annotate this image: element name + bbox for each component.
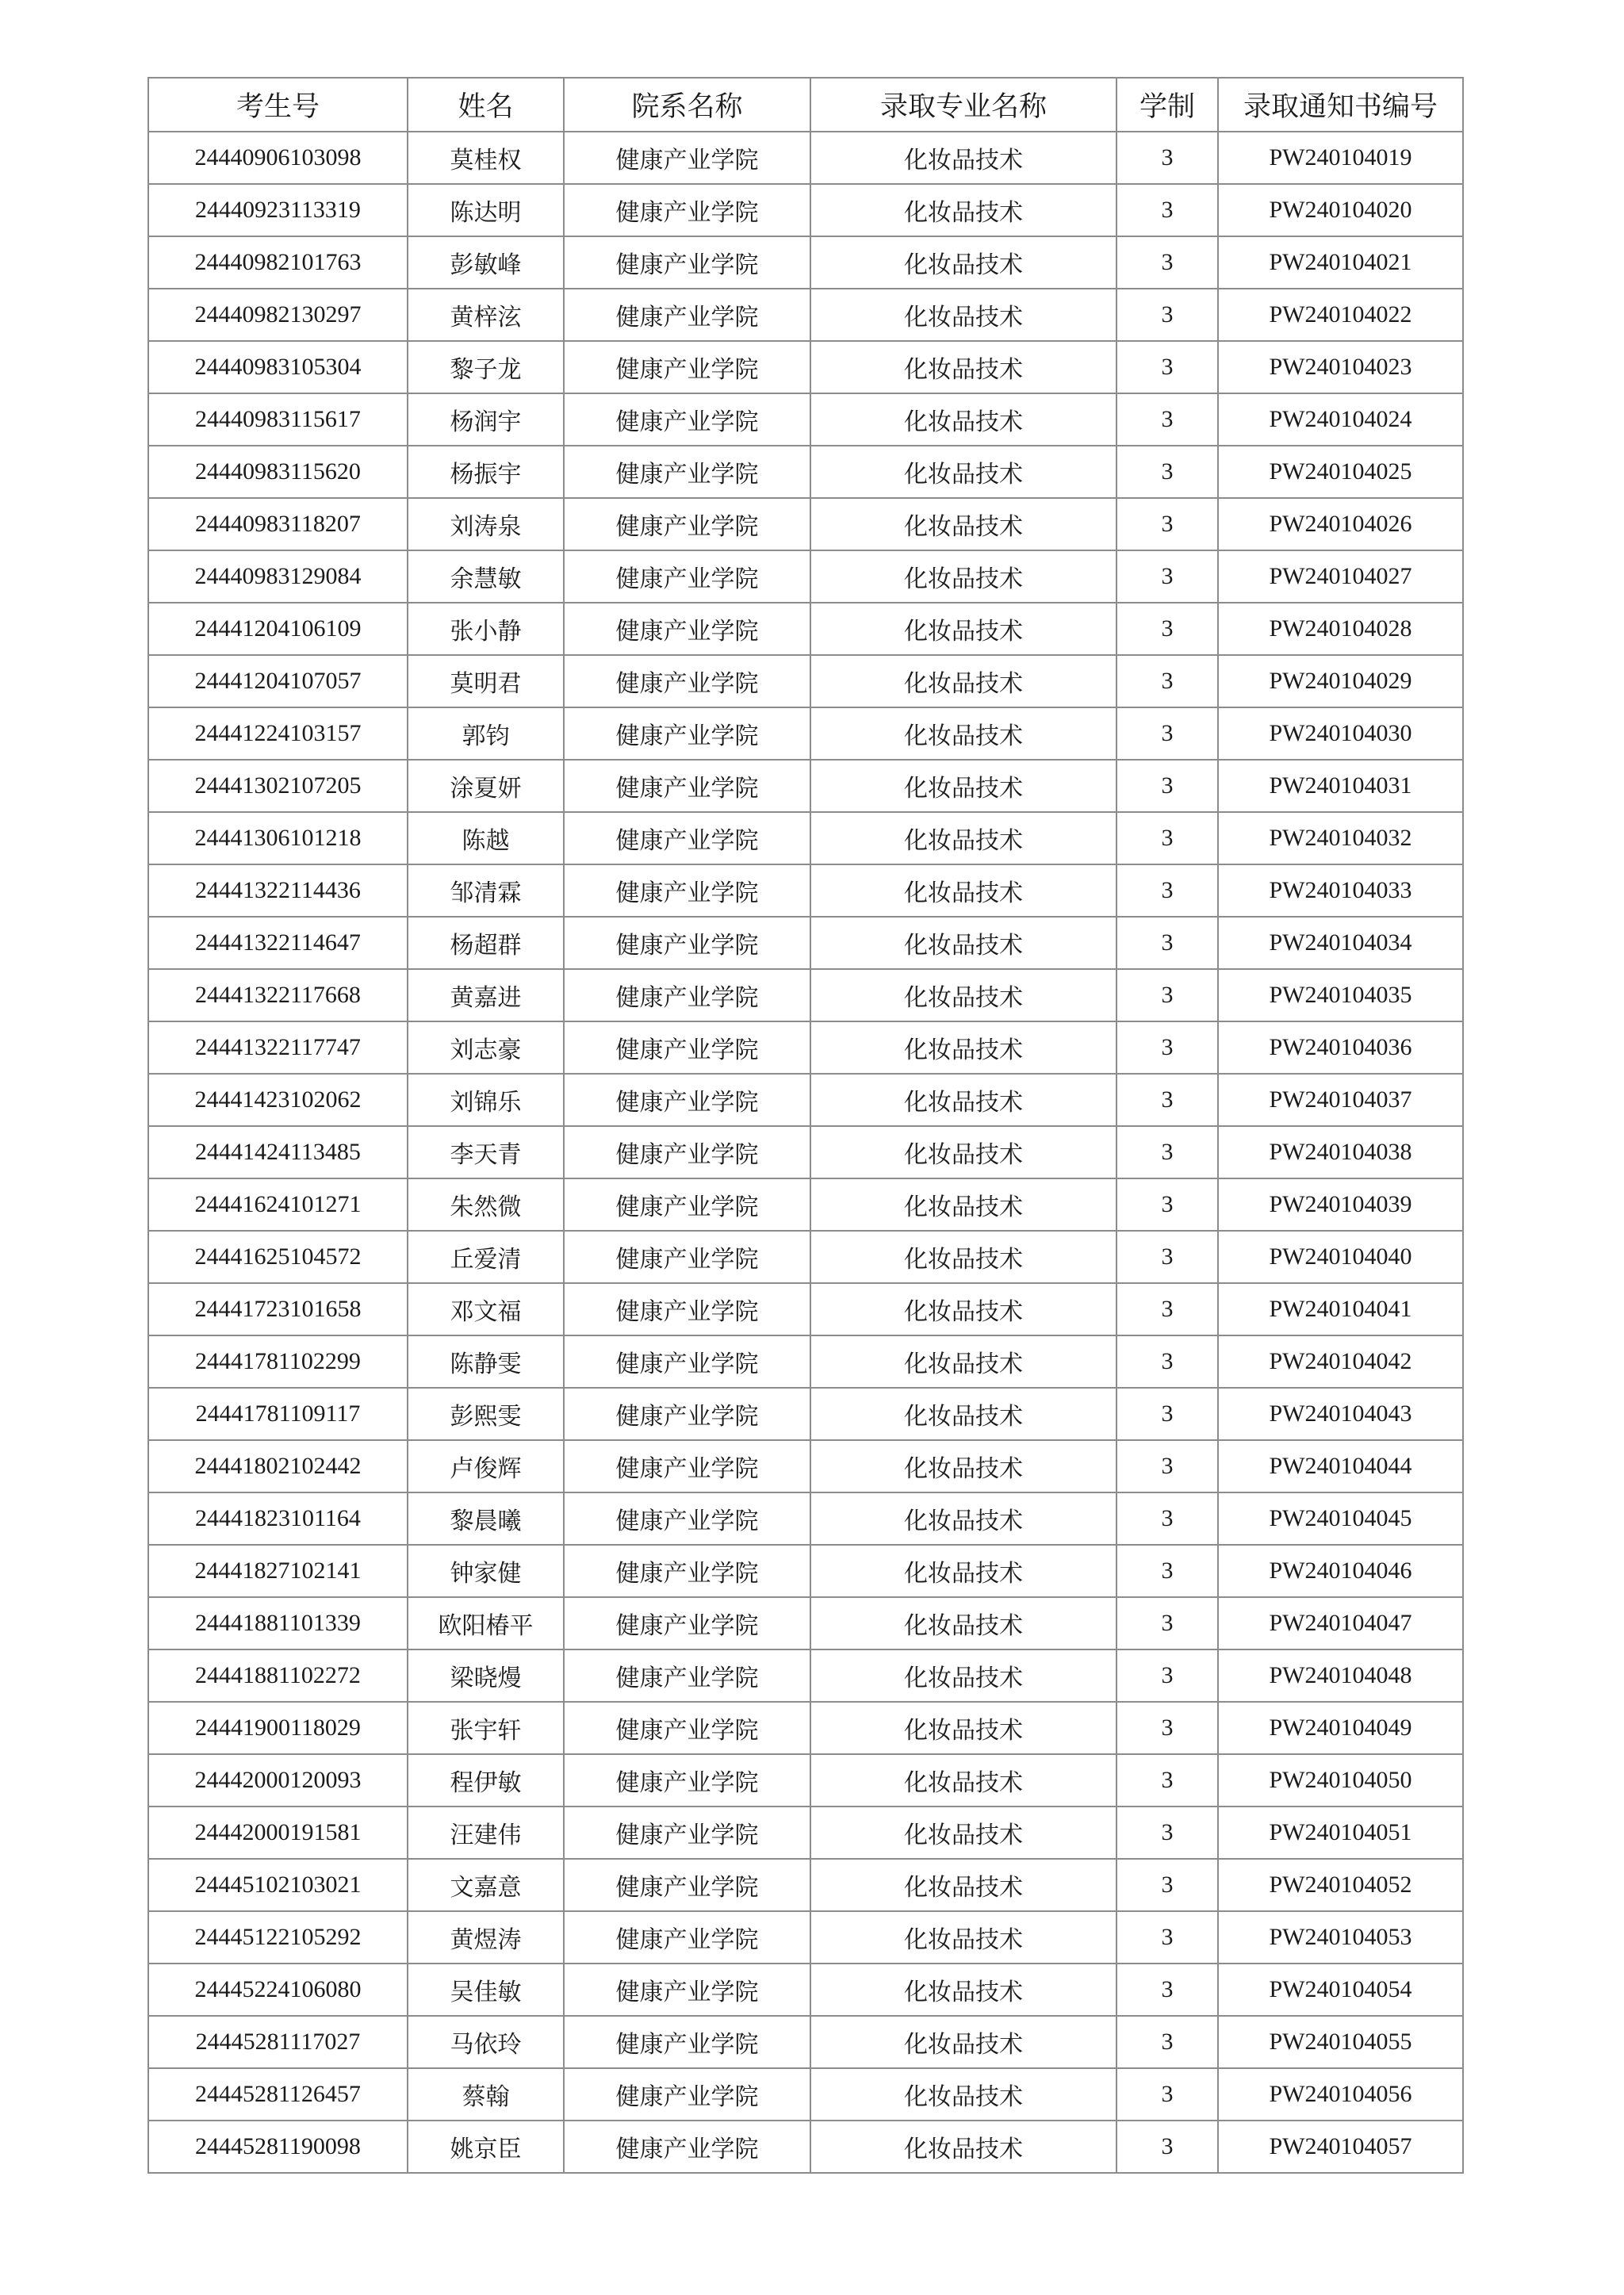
table-row <box>148 2016 1463 2068</box>
notice-number-cell: PW240104054 <box>1218 1964 1463 2016</box>
duration-cell: 3 <box>1116 236 1218 289</box>
department-cell: 健康产业学院 <box>564 1545 810 1597</box>
major-cell: 化妆品技术 <box>810 393 1116 446</box>
department-cell: 健康产业学院 <box>564 341 810 393</box>
major-cell: 化妆品技术 <box>810 1492 1116 1545</box>
department-cell: 健康产业学院 <box>564 236 810 289</box>
department-cell: 健康产业学院 <box>564 812 810 864</box>
exam-number-cell: 24441322117747 <box>148 1021 408 1074</box>
student-name-cell: 刘锦乐 <box>408 1074 564 1126</box>
table-header-row <box>148 78 1463 132</box>
duration-cell: 3 <box>1116 603 1218 655</box>
duration-cell: 3 <box>1116 1859 1218 1911</box>
header-name: 姓名 <box>408 78 564 132</box>
major-cell: 化妆品技术 <box>810 1702 1116 1754</box>
notice-number-cell: PW240104043 <box>1218 1388 1463 1440</box>
major-cell: 化妆品技术 <box>810 969 1116 1021</box>
major-cell: 化妆品技术 <box>810 498 1116 550</box>
table-row <box>148 2068 1463 2121</box>
student-name-cell: 莫明君 <box>408 655 564 707</box>
duration-cell: 3 <box>1116 1021 1218 1074</box>
major-cell: 化妆品技术 <box>810 655 1116 707</box>
duration-cell: 3 <box>1116 1126 1218 1178</box>
student-name-cell: 莫桂权 <box>408 132 564 184</box>
student-name-cell: 马依玲 <box>408 2016 564 2068</box>
exam-number-cell: 24442000120093 <box>148 1754 408 1806</box>
exam-number-cell: 24440982101763 <box>148 236 408 289</box>
major-cell: 化妆品技术 <box>810 1021 1116 1074</box>
exam-number-cell: 24441625104572 <box>148 1231 408 1283</box>
admission-table <box>147 77 1464 2174</box>
student-name-cell: 杨振宇 <box>408 446 564 498</box>
admission-list-sheet <box>147 77 1462 2174</box>
table-row <box>148 184 1463 236</box>
table-row <box>148 393 1463 446</box>
student-name-cell: 彭熙雯 <box>408 1388 564 1440</box>
student-name-cell: 黄煜涛 <box>408 1911 564 1964</box>
student-name-cell: 杨润宇 <box>408 393 564 446</box>
duration-cell: 3 <box>1116 2121 1218 2173</box>
notice-number-cell: PW240104039 <box>1218 1178 1463 1231</box>
duration-cell: 3 <box>1116 1806 1218 1859</box>
table-row <box>148 550 1463 603</box>
student-name-cell: 黄嘉进 <box>408 969 564 1021</box>
department-cell: 健康产业学院 <box>564 1911 810 1964</box>
student-name-cell: 卢俊辉 <box>408 1440 564 1492</box>
header-duration: 学制 <box>1116 78 1218 132</box>
exam-number-cell: 24441302107205 <box>148 760 408 812</box>
notice-number-cell: PW240104035 <box>1218 969 1463 1021</box>
student-name-cell: 梁晓熳 <box>408 1649 564 1702</box>
notice-number-cell: PW240104041 <box>1218 1283 1463 1335</box>
major-cell: 化妆品技术 <box>810 1126 1116 1178</box>
duration-cell: 3 <box>1116 917 1218 969</box>
student-name-cell: 丘爱清 <box>408 1231 564 1283</box>
department-cell: 健康产业学院 <box>564 969 810 1021</box>
department-cell: 健康产业学院 <box>564 2068 810 2121</box>
student-name-cell: 涂夏妍 <box>408 760 564 812</box>
major-cell: 化妆品技术 <box>810 550 1116 603</box>
student-name-cell: 邹清霖 <box>408 864 564 917</box>
notice-number-cell: PW240104034 <box>1218 917 1463 969</box>
table-row <box>148 236 1463 289</box>
major-cell: 化妆品技术 <box>810 1649 1116 1702</box>
notice-number-cell: PW240104020 <box>1218 184 1463 236</box>
notice-number-cell: PW240104050 <box>1218 1754 1463 1806</box>
table-row <box>148 1126 1463 1178</box>
major-cell: 化妆品技术 <box>810 184 1116 236</box>
major-cell: 化妆品技术 <box>810 1388 1116 1440</box>
major-cell: 化妆品技术 <box>810 1178 1116 1231</box>
exam-number-cell: 24445281126457 <box>148 2068 408 2121</box>
major-cell: 化妆品技术 <box>810 917 1116 969</box>
duration-cell: 3 <box>1116 498 1218 550</box>
table-row <box>148 1388 1463 1440</box>
exam-number-cell: 24441306101218 <box>148 812 408 864</box>
department-cell: 健康产业学院 <box>564 707 810 760</box>
student-name-cell: 刘志豪 <box>408 1021 564 1074</box>
table-row <box>148 1021 1463 1074</box>
notice-number-cell: PW240104032 <box>1218 812 1463 864</box>
duration-cell: 3 <box>1116 1074 1218 1126</box>
duration-cell: 3 <box>1116 760 1218 812</box>
department-cell: 健康产业学院 <box>564 917 810 969</box>
table-row <box>148 1545 1463 1597</box>
duration-cell: 3 <box>1116 446 1218 498</box>
exam-number-cell: 24440906103098 <box>148 132 408 184</box>
duration-cell: 3 <box>1116 132 1218 184</box>
notice-number-cell: PW240104026 <box>1218 498 1463 550</box>
major-cell: 化妆品技术 <box>810 1597 1116 1649</box>
student-name-cell: 郭钧 <box>408 707 564 760</box>
table-row <box>148 1754 1463 1806</box>
duration-cell: 3 <box>1116 1702 1218 1754</box>
duration-cell: 3 <box>1116 812 1218 864</box>
table-row <box>148 1178 1463 1231</box>
notice-number-cell: PW240104030 <box>1218 707 1463 760</box>
duration-cell: 3 <box>1116 341 1218 393</box>
exam-number-cell: 24441424113485 <box>148 1126 408 1178</box>
duration-cell: 3 <box>1116 707 1218 760</box>
department-cell: 健康产业学院 <box>564 1597 810 1649</box>
student-name-cell: 刘涛泉 <box>408 498 564 550</box>
exam-number-cell: 24445122105292 <box>148 1911 408 1964</box>
duration-cell: 3 <box>1116 184 1218 236</box>
table-row <box>148 1806 1463 1859</box>
table-row <box>148 603 1463 655</box>
notice-number-cell: PW240104040 <box>1218 1231 1463 1283</box>
notice-number-cell: PW240104028 <box>1218 603 1463 655</box>
exam-number-cell: 24441723101658 <box>148 1283 408 1335</box>
department-cell: 健康产业学院 <box>564 498 810 550</box>
student-name-cell: 张小静 <box>408 603 564 655</box>
department-cell: 健康产业学院 <box>564 760 810 812</box>
notice-number-cell: PW240104027 <box>1218 550 1463 603</box>
exam-number-cell: 24440983115617 <box>148 393 408 446</box>
exam-number-cell: 24441881101339 <box>148 1597 408 1649</box>
major-cell: 化妆品技术 <box>810 1859 1116 1911</box>
department-cell: 健康产业学院 <box>564 393 810 446</box>
duration-cell: 3 <box>1116 1649 1218 1702</box>
student-name-cell: 彭敏峰 <box>408 236 564 289</box>
major-cell: 化妆品技术 <box>810 1335 1116 1388</box>
department-cell: 健康产业学院 <box>564 1021 810 1074</box>
table-row <box>148 446 1463 498</box>
notice-number-cell: PW240104033 <box>1218 864 1463 917</box>
student-name-cell: 张宇轩 <box>408 1702 564 1754</box>
department-cell: 健康产业学院 <box>564 2016 810 2068</box>
major-cell: 化妆品技术 <box>810 132 1116 184</box>
table-row <box>148 2121 1463 2173</box>
major-cell: 化妆品技术 <box>810 1074 1116 1126</box>
major-cell: 化妆品技术 <box>810 603 1116 655</box>
table-row <box>148 1649 1463 1702</box>
table-row <box>148 498 1463 550</box>
notice-number-cell: PW240104029 <box>1218 655 1463 707</box>
exam-number-cell: 24440923113319 <box>148 184 408 236</box>
department-cell: 健康产业学院 <box>564 132 810 184</box>
major-cell: 化妆品技术 <box>810 2068 1116 2121</box>
notice-number-cell: PW240104019 <box>1218 132 1463 184</box>
duration-cell: 3 <box>1116 393 1218 446</box>
department-cell: 健康产业学院 <box>564 184 810 236</box>
duration-cell: 3 <box>1116 550 1218 603</box>
exam-number-cell: 24441802102442 <box>148 1440 408 1492</box>
duration-cell: 3 <box>1116 1597 1218 1649</box>
exam-number-cell: 24442000191581 <box>148 1806 408 1859</box>
table-row <box>148 132 1463 184</box>
duration-cell: 3 <box>1116 1335 1218 1388</box>
duration-cell: 3 <box>1116 655 1218 707</box>
table-row <box>148 1335 1463 1388</box>
department-cell: 健康产业学院 <box>564 1964 810 2016</box>
table-row <box>148 864 1463 917</box>
student-name-cell: 余慧敏 <box>408 550 564 603</box>
notice-number-cell: PW240104055 <box>1218 2016 1463 2068</box>
notice-number-cell: PW240104038 <box>1218 1126 1463 1178</box>
exam-number-cell: 24445281190098 <box>148 2121 408 2173</box>
major-cell: 化妆品技术 <box>810 1440 1116 1492</box>
table-row <box>148 655 1463 707</box>
major-cell: 化妆品技术 <box>810 236 1116 289</box>
department-cell: 健康产业学院 <box>564 289 810 341</box>
duration-cell: 3 <box>1116 2068 1218 2121</box>
table-row <box>148 1859 1463 1911</box>
department-cell: 健康产业学院 <box>564 1126 810 1178</box>
duration-cell: 3 <box>1116 2016 1218 2068</box>
student-name-cell: 文嘉意 <box>408 1859 564 1911</box>
duration-cell: 3 <box>1116 1964 1218 2016</box>
header-major: 录取专业名称 <box>810 78 1116 132</box>
student-name-cell: 邓文福 <box>408 1283 564 1335</box>
table-row <box>148 707 1463 760</box>
exam-number-cell: 24441781109117 <box>148 1388 408 1440</box>
table-row <box>148 917 1463 969</box>
duration-cell: 3 <box>1116 969 1218 1021</box>
major-cell: 化妆品技术 <box>810 1964 1116 2016</box>
exam-number-cell: 24445281117027 <box>148 2016 408 2068</box>
department-cell: 健康产业学院 <box>564 1388 810 1440</box>
notice-number-cell: PW240104025 <box>1218 446 1463 498</box>
notice-number-cell: PW240104036 <box>1218 1021 1463 1074</box>
notice-number-cell: PW240104056 <box>1218 2068 1463 2121</box>
exam-number-cell: 24441322114436 <box>148 864 408 917</box>
student-name-cell: 蔡翰 <box>408 2068 564 2121</box>
student-name-cell: 李天青 <box>408 1126 564 1178</box>
student-name-cell: 朱然微 <box>408 1178 564 1231</box>
exam-number-cell: 24441322117668 <box>148 969 408 1021</box>
major-cell: 化妆品技术 <box>810 1754 1116 1806</box>
department-cell: 健康产业学院 <box>564 1231 810 1283</box>
department-cell: 健康产业学院 <box>564 1178 810 1231</box>
department-cell: 健康产业学院 <box>564 2121 810 2173</box>
notice-number-cell: PW240104042 <box>1218 1335 1463 1388</box>
department-cell: 健康产业学院 <box>564 1492 810 1545</box>
notice-number-cell: PW240104048 <box>1218 1649 1463 1702</box>
table-row <box>148 1074 1463 1126</box>
table-row <box>148 1283 1463 1335</box>
table-row <box>148 341 1463 393</box>
notice-number-cell: PW240104037 <box>1218 1074 1463 1126</box>
notice-number-cell: PW240104023 <box>1218 341 1463 393</box>
header-exam-number: 考生号 <box>148 78 408 132</box>
student-name-cell: 陈越 <box>408 812 564 864</box>
table-row <box>148 289 1463 341</box>
header-department: 院系名称 <box>564 78 810 132</box>
notice-number-cell: PW240104045 <box>1218 1492 1463 1545</box>
major-cell: 化妆品技术 <box>810 341 1116 393</box>
department-cell: 健康产业学院 <box>564 655 810 707</box>
department-cell: 健康产业学院 <box>564 1335 810 1388</box>
notice-number-cell: PW240104021 <box>1218 236 1463 289</box>
table-row <box>148 1964 1463 2016</box>
department-cell: 健康产业学院 <box>564 1806 810 1859</box>
student-name-cell: 欧阳椿平 <box>408 1597 564 1649</box>
student-name-cell: 姚京臣 <box>408 2121 564 2173</box>
exam-number-cell: 24440983129084 <box>148 550 408 603</box>
student-name-cell: 黎子龙 <box>408 341 564 393</box>
exam-number-cell: 24441322114647 <box>148 917 408 969</box>
department-cell: 健康产业学院 <box>564 1283 810 1335</box>
major-cell: 化妆品技术 <box>810 1283 1116 1335</box>
table-row <box>148 1492 1463 1545</box>
major-cell: 化妆品技术 <box>810 446 1116 498</box>
duration-cell: 3 <box>1116 1178 1218 1231</box>
major-cell: 化妆品技术 <box>810 707 1116 760</box>
department-cell: 健康产业学院 <box>564 550 810 603</box>
duration-cell: 3 <box>1116 1388 1218 1440</box>
department-cell: 健康产业学院 <box>564 446 810 498</box>
department-cell: 健康产业学院 <box>564 1859 810 1911</box>
duration-cell: 3 <box>1116 1231 1218 1283</box>
major-cell: 化妆品技术 <box>810 1545 1116 1597</box>
department-cell: 健康产业学院 <box>564 1702 810 1754</box>
major-cell: 化妆品技术 <box>810 760 1116 812</box>
notice-number-cell: PW240104047 <box>1218 1597 1463 1649</box>
major-cell: 化妆品技术 <box>810 2016 1116 2068</box>
table-row <box>148 760 1463 812</box>
exam-number-cell: 24441781102299 <box>148 1335 408 1388</box>
duration-cell: 3 <box>1116 1440 1218 1492</box>
duration-cell: 3 <box>1116 864 1218 917</box>
exam-number-cell: 24441224103157 <box>148 707 408 760</box>
exam-number-cell: 24441204106109 <box>148 603 408 655</box>
exam-number-cell: 24441900118029 <box>148 1702 408 1754</box>
duration-cell: 3 <box>1116 1492 1218 1545</box>
major-cell: 化妆品技术 <box>810 812 1116 864</box>
exam-number-cell: 24441624101271 <box>148 1178 408 1231</box>
major-cell: 化妆品技术 <box>810 289 1116 341</box>
table-row <box>148 1440 1463 1492</box>
major-cell: 化妆品技术 <box>810 1231 1116 1283</box>
student-name-cell: 陈达明 <box>408 184 564 236</box>
student-name-cell: 杨超群 <box>408 917 564 969</box>
exam-number-cell: 24440983115620 <box>148 446 408 498</box>
major-cell: 化妆品技术 <box>810 1911 1116 1964</box>
table-row <box>148 1702 1463 1754</box>
table-row <box>148 1597 1463 1649</box>
exam-number-cell: 24440982130297 <box>148 289 408 341</box>
table-body <box>148 132 1463 2173</box>
duration-cell: 3 <box>1116 1545 1218 1597</box>
notice-number-cell: PW240104049 <box>1218 1702 1463 1754</box>
student-name-cell: 吴佳敏 <box>408 1964 564 2016</box>
major-cell: 化妆品技术 <box>810 1806 1116 1859</box>
department-cell: 健康产业学院 <box>564 1754 810 1806</box>
major-cell: 化妆品技术 <box>810 2121 1116 2173</box>
exam-number-cell: 24440983105304 <box>148 341 408 393</box>
student-name-cell: 汪建伟 <box>408 1806 564 1859</box>
notice-number-cell: PW240104044 <box>1218 1440 1463 1492</box>
table-row <box>148 1911 1463 1964</box>
table-row <box>148 812 1463 864</box>
student-name-cell: 钟家健 <box>408 1545 564 1597</box>
exam-number-cell: 24441204107057 <box>148 655 408 707</box>
duration-cell: 3 <box>1116 1283 1218 1335</box>
notice-number-cell: PW240104031 <box>1218 760 1463 812</box>
duration-cell: 3 <box>1116 1754 1218 1806</box>
major-cell: 化妆品技术 <box>810 864 1116 917</box>
department-cell: 健康产业学院 <box>564 1649 810 1702</box>
exam-number-cell: 24441827102141 <box>148 1545 408 1597</box>
notice-number-cell: PW240104052 <box>1218 1859 1463 1911</box>
exam-number-cell: 24441423102062 <box>148 1074 408 1126</box>
department-cell: 健康产业学院 <box>564 1440 810 1492</box>
exam-number-cell: 24445102103021 <box>148 1859 408 1911</box>
exam-number-cell: 24445224106080 <box>148 1964 408 2016</box>
exam-number-cell: 24441881102272 <box>148 1649 408 1702</box>
notice-number-cell: PW240104046 <box>1218 1545 1463 1597</box>
department-cell: 健康产业学院 <box>564 603 810 655</box>
notice-number-cell: PW240104057 <box>1218 2121 1463 2173</box>
notice-number-cell: PW240104051 <box>1218 1806 1463 1859</box>
student-name-cell: 程伊敏 <box>408 1754 564 1806</box>
duration-cell: 3 <box>1116 289 1218 341</box>
department-cell: 健康产业学院 <box>564 864 810 917</box>
duration-cell: 3 <box>1116 1911 1218 1964</box>
table-row <box>148 1231 1463 1283</box>
exam-number-cell: 24441823101164 <box>148 1492 408 1545</box>
notice-number-cell: PW240104022 <box>1218 289 1463 341</box>
table-row <box>148 969 1463 1021</box>
notice-number-cell: PW240104024 <box>1218 393 1463 446</box>
exam-number-cell: 24440983118207 <box>148 498 408 550</box>
notice-number-cell: PW240104053 <box>1218 1911 1463 1964</box>
department-cell: 健康产业学院 <box>564 1074 810 1126</box>
header-notice-number: 录取通知书编号 <box>1218 78 1463 132</box>
student-name-cell: 陈静雯 <box>408 1335 564 1388</box>
student-name-cell: 黎晨曦 <box>408 1492 564 1545</box>
student-name-cell: 黄梓泫 <box>408 289 564 341</box>
